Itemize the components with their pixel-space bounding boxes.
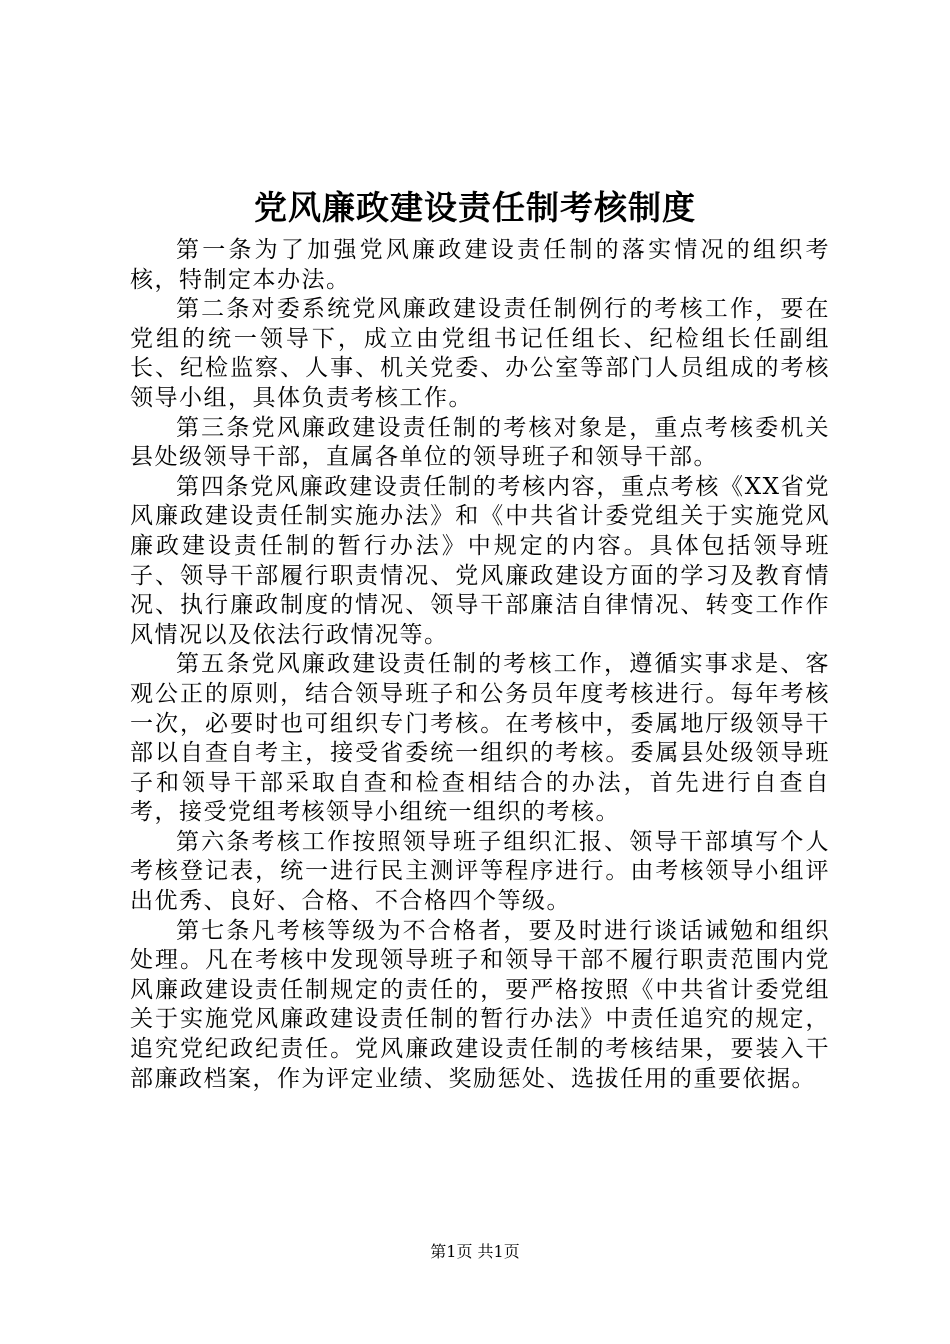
paragraph-article-3: 第三条党风廉政建设责任制的考核对象是，重点考核委机关县处级领导干部，直属各单位的领导班子和领导干部。 [130,414,830,471]
paragraph-article-7: 第七条凡考核等级为不合格者，要及时进行谈话诫勉和组织处理。凡在考核中发现领导班子和领导干部不履行职责范围内党风廉政建设责任制规定的责任的，要严格按照《中共省计委党组关于实施党风廉政建设责任制的暂行办法》中责任追究的规定，追究党纪政纪责任。党风廉政建设责任制的考核结果，要装入干部廉政档案，作为评定业绩、奖励惩处、选拔任用的重要依据。 [130,917,830,1092]
paragraph-article-2: 第二条对委系统党风廉政建设责任制例行的考核工作，要在党组的统一领导下，成立由党组书记任组长、纪检组长任副组长、纪检监察、人事、机关党委、办公室等部门人员组成的考核领导小组，具体负责考核工作。 [130,296,830,411]
paragraph-article-1: 第一条为了加强党风廉政建设责任制的落实情况的组织考核，特制定本办法。 [130,237,830,293]
paragraph-article-5: 第五条党风廉政建设责任制的考核工作，遵循实事求是、客观公正的原则，结合领导班子和公务员年度考核进行。每年考核一次，必要时也可组织专门考核。在考核中，委属地厅级领导干部以自查自考主，接受省委统一组织的考核。委属县处级领导班子和领导干部采取自查和检查相结合的办法，首先进行自查自考，接受党组考核领导小组统一组织的考核。 [130,651,830,826]
page-number-footer: 第1页 共1页 [430,1242,520,1261]
paragraph-article-4: 第四条党风廉政建设责任制的考核内容，重点考核《XX省党风廉政建设责任制实施办法》和《中共省计委党组关于实施党风廉政建设责任制的暂行办法》中规定的内容。具体包括领导班子、领导干部履行职责情况、党风廉政建设方面的学习及教育情况、执行廉政制度的情况、领导干部廉洁自律情况、转变工作作风情况以及依法行政情况等。 [130,473,830,648]
document-title: 党风廉政建设责任制考核制度 [254,188,696,227]
paragraph-article-6: 第六条考核工作按照领导班子组织汇报、领导干部填写个人考核登记表，统一进行民主测评等程序进行。由考核领导小组评出优秀、良好、合格、不合格四个等级。 [130,828,830,915]
document-body [130,236,830,1094]
